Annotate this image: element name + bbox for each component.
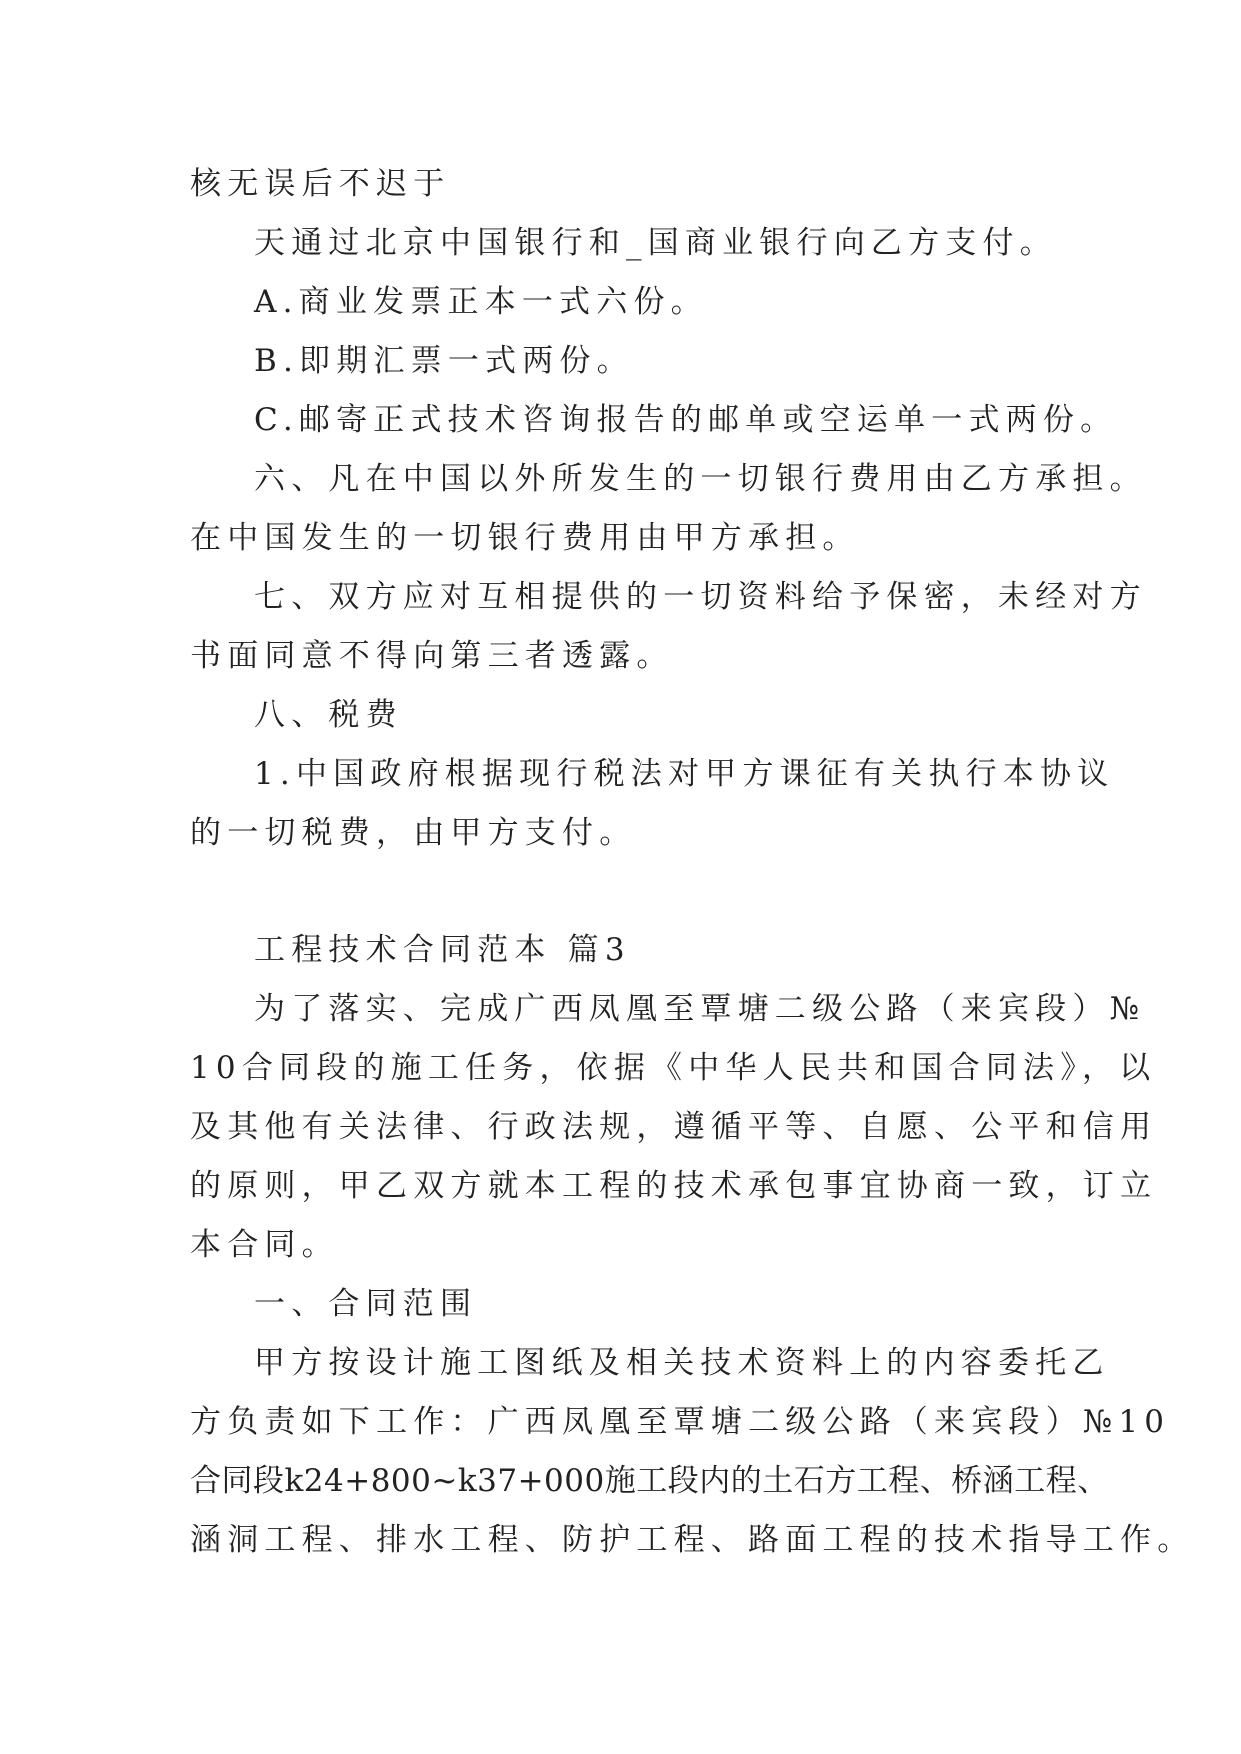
text-line: 为了落实、完成广西凤凰至覃塘二级公路（来宾段）№ — [254, 991, 1146, 1027]
text-line: A.商业发票正本一式六份。 — [254, 284, 708, 320]
text-line: 的一切税费，由甲方支付。 — [190, 815, 637, 851]
text-line: 的原则，甲乙双方就本工程的技术承包事宜协商一致，订立 — [190, 1168, 1158, 1204]
text-line: 七、双方应对互相提供的一切资料给予保密，未经对方 — [254, 579, 1147, 615]
text-line: 核无误后不迟于 — [190, 166, 451, 202]
text-line: 在中国发生的一切银行费用由甲方承担。 — [190, 520, 860, 556]
section-heading: 八、税费 — [254, 697, 403, 733]
text-line: 六、凡在中国以外所发生的一切银行费用由乙方承担。 — [254, 461, 1147, 497]
text-line: B.即期汇票一式两份。 — [254, 343, 634, 379]
text-line: 及其他有关法律、行政法规，遵循平等、自愿、公平和信用 — [190, 1109, 1158, 1145]
text-line: 本合同。 — [190, 1227, 339, 1263]
text-line: 方负责如下工作：广西凤凰至覃塘二级公路（来宾段）№10 — [190, 1404, 1171, 1440]
text-line: 合同段k24+800~k37+000施工段内的土石方工程、桥涵工程、 — [190, 1463, 1109, 1499]
text-line: C.邮寄正式技术咨询报告的邮单或空运单一式两份。 — [254, 402, 1118, 438]
text-line: 书面同意不得向第三者透露。 — [190, 638, 674, 674]
text-line: 1.中国政府根据现行税法对甲方课征有关执行本协议 — [254, 756, 1115, 792]
text-line: 10合同段的施工任务，依据《中华人民共和国合同法》，以 — [190, 1050, 1157, 1086]
text-line: 天通过北京中国银行和_国商业银行向乙方支付。 — [254, 225, 1057, 261]
text-line: 甲方按设计施工图纸及相关技术资料上的内容委托乙 — [254, 1345, 1110, 1381]
text-line: 涵洞工程、排水工程、防护工程、路面工程的技术指导工作。 — [190, 1522, 1195, 1558]
section-heading: 一、合同范围 — [254, 1286, 478, 1322]
section-title: 工程技术合同范本 篇3 — [254, 932, 631, 968]
